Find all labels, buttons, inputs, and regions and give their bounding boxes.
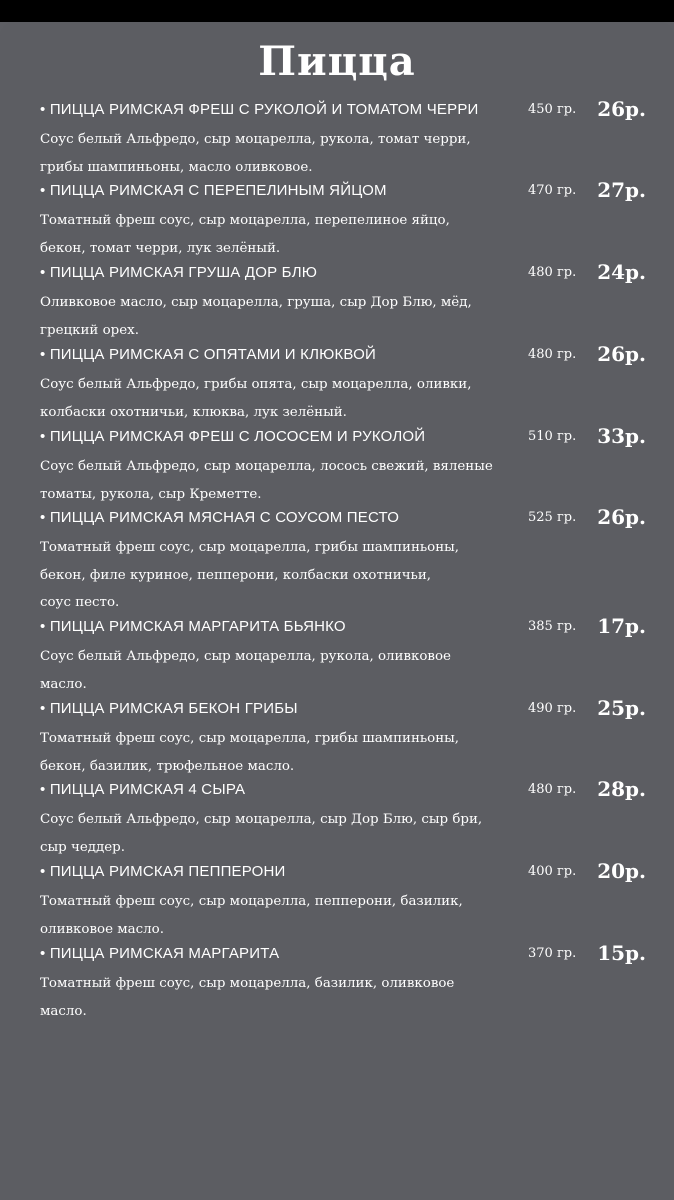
menu-item-description-line: Соус белый Альфредо, грибы опята, сыр моцарелла, оливки, bbox=[40, 377, 472, 392]
menu-item-description-line: бекон, филе куриное, пепперони, колбаски охотничьи, bbox=[40, 567, 432, 583]
menu-item-name: • ПИЦЦА РИМСКАЯ ФРЕШ С ЛОСОСЕМ И РУКОЛОЙ bbox=[40, 428, 426, 445]
menu-item-name: • ПИЦЦА РИМСКАЯ ПЕППЕРОНИ bbox=[40, 863, 286, 880]
menu-item-weight: 480 гр. bbox=[528, 347, 577, 362]
menu-item-name: • ПИЦЦА РИМСКАЯ С ПЕРЕПЕЛИНЫМ ЯЙЦОМ bbox=[40, 182, 387, 199]
menu-item-description-line: грибы шампиньоны, масло оливковое. bbox=[40, 159, 313, 175]
menu-item-description bbox=[40, 643, 520, 698]
menu-item-description bbox=[40, 126, 520, 181]
menu-item-price: 25р. bbox=[597, 696, 646, 720]
menu-item-price: 17р. bbox=[597, 614, 646, 638]
menu-item-price: 28р. bbox=[597, 777, 646, 801]
menu-item-description-line: Томатный фреш соус, сыр моцарелла, пепперони, базилик, bbox=[40, 894, 463, 909]
menu-item-description bbox=[40, 725, 520, 780]
menu-item-description bbox=[40, 888, 520, 943]
menu-item-weight: 480 гр. bbox=[528, 782, 577, 797]
menu-item-description-line: Соус белый Альфредо, сыр моцарелла, рукола, оливковое bbox=[40, 649, 451, 664]
menu-item-description bbox=[40, 453, 520, 508]
menu-item-name: • ПИЦЦА РИМСКАЯ 4 СЫРА bbox=[40, 781, 246, 798]
menu-item-description-line: грецкий орех. bbox=[40, 322, 139, 338]
menu-item-description-line: бекон, томат черри, лук зелёный. bbox=[40, 240, 281, 256]
page-title: Пицца bbox=[258, 38, 416, 85]
menu-item-description-line: сыр чеддер. bbox=[40, 839, 126, 855]
menu-item-description-line: оливковое масло. bbox=[40, 921, 164, 937]
menu-item-price: 15р. bbox=[597, 941, 646, 965]
menu-item-description-line: масло. bbox=[40, 1003, 87, 1019]
menu-item-description-line: Томатный фреш соус, сыр моцарелла, грибы шампиньоны, bbox=[40, 540, 460, 555]
menu-item-description-line: бекон, базилик, трюфельное масло. bbox=[40, 758, 295, 774]
menu-item-weight: 490 гр. bbox=[528, 701, 577, 716]
menu-item-weight: 525 гр. bbox=[528, 510, 577, 525]
menu-item-weight: 400 гр. bbox=[528, 864, 577, 879]
menu-item-weight: 480 гр. bbox=[528, 265, 577, 280]
menu-item-description-line: масло. bbox=[40, 676, 87, 692]
menu-item-description-line: Томатный фреш соус, сыр моцарелла, грибы шампиньоны, bbox=[40, 731, 460, 746]
menu-item-description-line: Соус белый Альфредо, сыр моцарелла, лосось свежий, вяленые bbox=[40, 459, 493, 474]
menu-item-description-line: Томатный фреш соус, сыр моцарелла, перепелиное яйцо, bbox=[40, 213, 450, 228]
menu-item-name: • ПИЦЦА РИМСКАЯ МАРГАРИТА БЬЯНКО bbox=[40, 618, 346, 635]
menu-item-description bbox=[40, 970, 520, 1025]
menu-item-name: • ПИЦЦА РИМСКАЯ С ОПЯТАМИ И КЛЮКВОЙ bbox=[40, 346, 376, 363]
menu-item-name: • ПИЦЦА РИМСКАЯ ГРУША ДОР БЛЮ bbox=[40, 264, 318, 281]
menu-item-name: • ПИЦЦА РИМСКАЯ МАРГАРИТА bbox=[40, 945, 280, 962]
menu-item-weight: 385 гр. bbox=[528, 619, 577, 634]
menu-item-weight: 470 гр. bbox=[528, 183, 577, 198]
menu-item-description-line: томаты, рукола, сыр Креметте. bbox=[40, 486, 262, 502]
menu-item-weight: 510 гр. bbox=[528, 429, 577, 444]
menu-item-description bbox=[40, 289, 520, 344]
menu-item-name: • ПИЦЦА РИМСКАЯ БЕКОН ГРИБЫ bbox=[40, 700, 298, 717]
menu-item-description bbox=[40, 806, 520, 861]
menu-item-price: 33р. bbox=[597, 424, 646, 448]
menu-item-description-line: Соус белый Альфредо, сыр моцарелла, рукола, томат черри, bbox=[40, 132, 471, 147]
menu-item-name: • ПИЦЦА РИМСКАЯ МЯСНАЯ С СОУСОМ ПЕСТО bbox=[40, 509, 400, 526]
menu-item-name: • ПИЦЦА РИМСКАЯ ФРЕШ С РУКОЛОЙ И ТОМАТОМ ЧЕРРИ bbox=[40, 101, 479, 118]
top-bar bbox=[0, 0, 674, 22]
menu-item-price: 26р. bbox=[597, 97, 646, 121]
menu-item-description bbox=[40, 207, 520, 262]
menu-item-description-line: Оливковое масло, сыр моцарелла, груша, сыр Дор Блю, мёд, bbox=[40, 295, 472, 310]
menu-item-price: 26р. bbox=[597, 505, 646, 529]
menu-item-price: 20р. bbox=[597, 859, 646, 883]
menu-item-description-line: Соус белый Альфредо, сыр моцарелла, сыр Дор Блю, сыр бри, bbox=[40, 812, 483, 827]
menu-item-weight: 370 гр. bbox=[528, 946, 577, 961]
menu-item-price: 27р. bbox=[597, 178, 646, 202]
menu-item-price: 24р. bbox=[597, 260, 646, 284]
menu-item-description-line: Томатный фреш соус, сыр моцарелла, базилик, оливковое bbox=[40, 976, 455, 991]
menu-item-description bbox=[40, 371, 520, 426]
menu-item-price: 26р. bbox=[597, 342, 646, 366]
menu-item-description-line: колбаски охотничьи, клюква, лук зелёный. bbox=[40, 404, 347, 420]
menu-item-description bbox=[40, 534, 520, 617]
menu-item-description-line: соус песто. bbox=[40, 595, 120, 610]
menu-item-weight: 450 гр. bbox=[528, 102, 577, 117]
